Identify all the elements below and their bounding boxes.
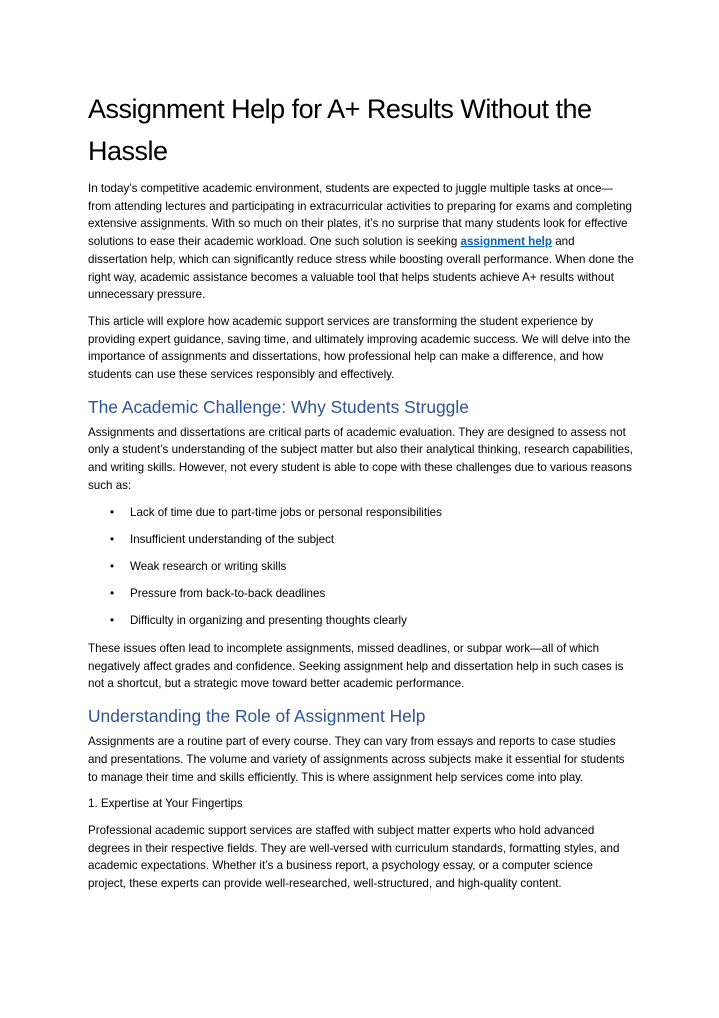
bullet-icon: • — [110, 532, 115, 546]
expertise-subheading: 1. Expertise at Your Fingertips — [88, 797, 243, 811]
list-item — [88, 612, 634, 630]
expertise-paragraph: Professional academic support services are staffed with subject matter experts who hold advanced degrees in their respective fields. They are well-versed with curriculum standards, formatting styles, and academic expectations. Whether it’s a business report, a psychology essay, or a computer science project, these experts can provide well-researched, well-structured, and high-quality content. — [88, 823, 620, 891]
list-item-text: Pressure from back-to-back deadlines — [130, 587, 326, 601]
list-item-text: Difficulty in organizing and presenting thoughts clearly — [130, 614, 407, 628]
section-heading-role-of-assignment-help: Understanding the Role of Assignment Help — [88, 706, 426, 727]
list-item-text: Lack of time due to part-time jobs or personal responsibilities — [130, 505, 442, 519]
bullet-icon: • — [110, 505, 115, 519]
document-page — [88, 88, 634, 902]
overview-paragraph: This article will explore how academic support services are transforming the student experience by providing expert guidance, saving time, and ultimately improving academic success. We will delve into the importance of assignments and dissertations, how professional help can make a difference, and how students can use these services responsibly and effectively. — [88, 314, 631, 382]
section-heading-academic-challenge: The Academic Challenge: Why Students Struggle — [88, 396, 469, 417]
bullet-icon: • — [110, 559, 115, 573]
challenge-list — [88, 504, 634, 631]
list-item-text: Insufficient understanding of the subject — [130, 532, 335, 546]
list-item — [88, 558, 634, 576]
role-paragraph: Assignments are a routine part of every course. They can vary from essays and reports to case studies and presentations. The volume and variety of assignments across subjects make it essential for students to manage their time and skills efficiently. This is where assignment help services come into play. — [88, 735, 625, 784]
document-title: Assignment Help for A+ Results Without the Hassle — [88, 94, 592, 166]
list-item — [88, 531, 634, 549]
list-item — [88, 585, 634, 603]
challenge-closing-paragraph: These issues often lead to incomplete assignments, missed deadlines, or subpar work—all of which negatively affect grades and confidence. Seeking assignment help and dissertation help in such cases is not a shortcut, but a strategic move toward better academic performance. — [88, 642, 624, 691]
bullet-icon: • — [110, 587, 115, 601]
assignment-help-link[interactable]: assignment help — [460, 235, 552, 249]
list-item — [88, 504, 634, 522]
challenge-paragraph: Assignments and dissertations are critical parts of academic evaluation. They are designed to assess not only a student’s understanding of the subject matter but also their analytical thinking, research capabilities, and writing skills. However, not every student is able to cope with these challenges due to various reasons such as: — [88, 425, 634, 492]
intro-paragraph — [88, 180, 634, 304]
bullet-icon: • — [110, 614, 115, 628]
list-item-text: Weak research or writing skills — [130, 559, 287, 573]
intro-text-end: and dissertation help, which can significantly reduce stress while boosting overall performance. When done the right way, academic assistance becomes a valuable tool that helps students achieve A+ results without unnecessary pressure. — [88, 235, 634, 302]
intro-text-start: In today’s competitive academic environment, students are expected to juggle multiple tasks at once—from attending lectures and participating in extracurricular activities to preparing for exams and completing extensive assignments. With so much on their plates, it’s no surprise that many students look for effective solutions to ease their academic workload. One such solution is seeking — [88, 182, 632, 249]
